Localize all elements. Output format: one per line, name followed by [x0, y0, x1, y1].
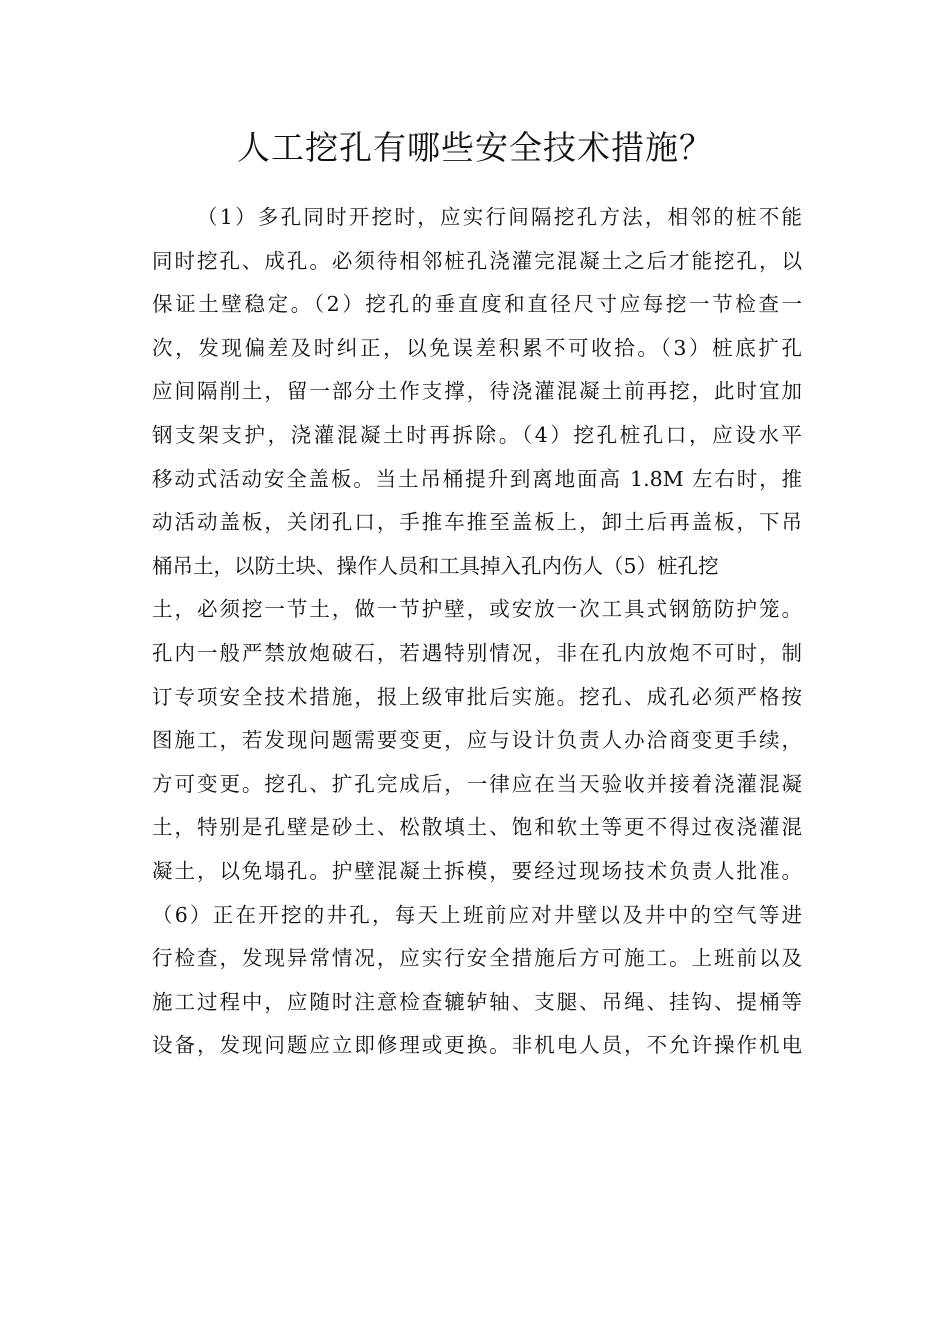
text-line: 设备，发现问题应立即修理或更换。非机电人员，不允许操作机电: [152, 1033, 802, 1058]
text-line: 土，必须挖一节土，做一节护壁，或安放一次工具式钢筋防护笼。: [152, 597, 802, 622]
body-paragraph: [152, 196, 802, 1068]
text-line: 图施工，若发现问题需要变更，应与设计负责人办洽商变更手续，: [152, 728, 802, 753]
page-title: 人工挖孔有哪些安全技术措施？: [237, 128, 713, 167]
text-line: 钢支架支护，浇灌混凝土时再拆除。（4）挖孔桩孔口，应设水平: [152, 422, 802, 447]
text-line: 次，发现偏差及时纠正，以免误差积累不可收拾。（3）桩底扩孔: [152, 335, 802, 360]
text-line: 保证土壁稳定。（2）挖孔的垂直度和直径尺寸应每挖一节检查一: [152, 292, 802, 317]
text-line: （6）正在开挖的井孔，每天上班前应对井壁以及井中的空气等进: [152, 902, 802, 927]
text-line: 动活动盖板，关闭孔口，手推车推至盖板上，卸土后再盖板，下吊: [152, 510, 802, 535]
text-line: 桶吊土，以防土块、操作人员和工具掉入孔内伤人（5）桩孔挖: [152, 553, 719, 578]
text-line: 订专项安全技术措施，报上级审批后实施。挖孔、成孔必须严格按: [152, 684, 802, 709]
text-line: （1）多孔同时开挖时，应实行间隔挖孔方法，相邻的桩不能: [197, 205, 802, 229]
text-line: 行检查，发现异常情况，应实行安全措施后方可施工。上班前以及: [152, 946, 802, 971]
text-line: 土，特别是孔壁是砂土、松散填土、饱和软土等更不得过夜浇灌混: [152, 815, 802, 840]
text-line: 同时挖孔、成孔。必须待相邻桩孔浇灌完混凝土之后才能挖孔，以: [152, 248, 802, 273]
text-line: 孔内一般严禁放炮破石，若遇特别情况，非在孔内放炮不可时，制: [152, 640, 802, 665]
text-line: 应间隔削土，留一部分土作支撑，待浇灌混凝土前再挖，此时宜加: [152, 379, 802, 404]
text-line: 凝土，以免塌孔。护壁混凝土拆模，要经过现场技术负责人批准。: [152, 858, 802, 883]
text-line: 移动式活动安全盖板。当土吊桶提升到离地面高 1.8M 左右时，推: [152, 466, 802, 491]
text-line: 施工过程中，应随时注意检查辘轳轴、支腿、吊绳、挂钩、提桶等: [152, 989, 802, 1014]
text-line: 方可变更。挖孔、扩孔完成后，一律应在当天验收并接着浇灌混凝: [152, 771, 802, 796]
